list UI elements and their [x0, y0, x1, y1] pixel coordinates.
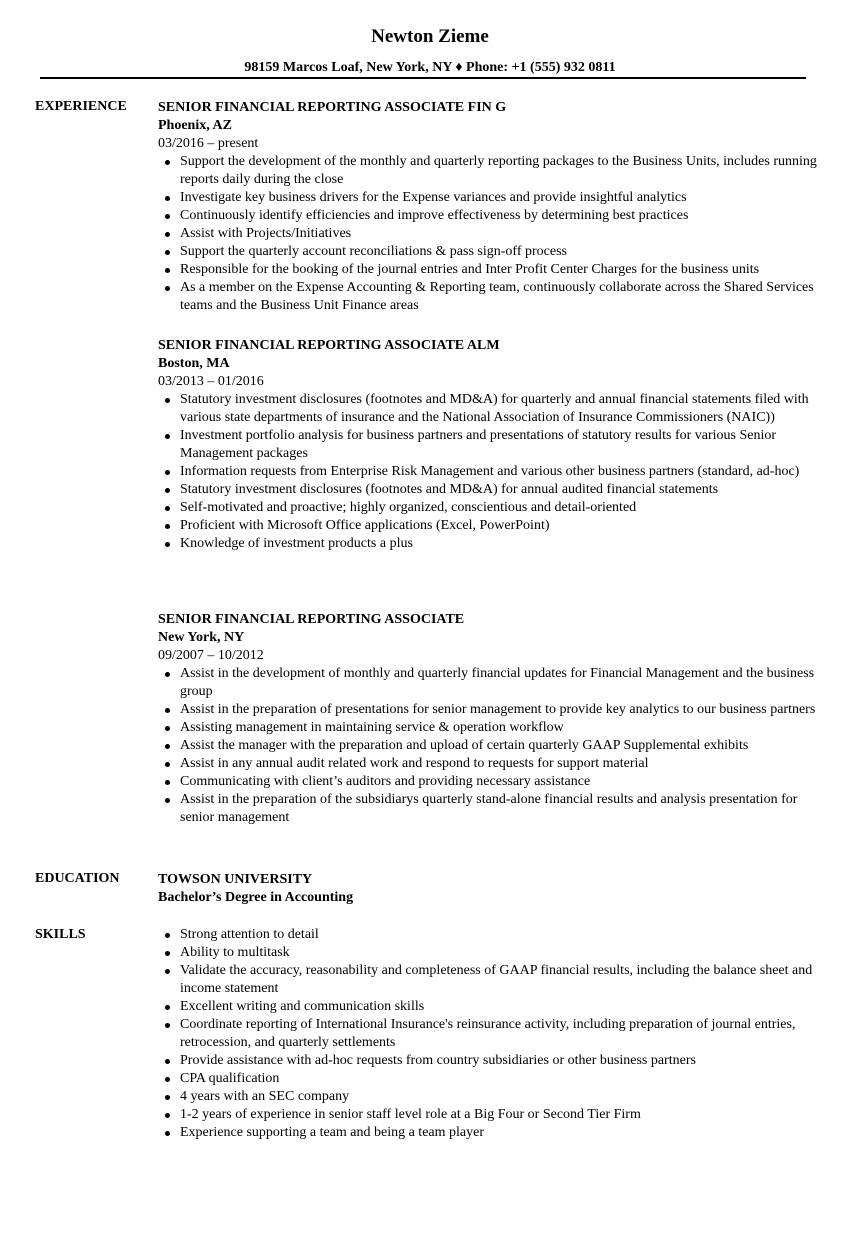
skill-text: Experience supporting a team and being a team player — [180, 1125, 484, 1140]
skill-item — [158, 926, 818, 944]
skill-text: Strong attention to detail — [180, 927, 319, 942]
duty-text: Assist in the preparation of presentations for senior management to provide key analytics to our business partners — [180, 702, 816, 717]
duty-text: Continuously identify efficiencies and improve effectiveness by determining best practices — [180, 208, 689, 223]
job-title: SENIOR FINANCIAL REPORTING ASSOCIATE FIN G — [158, 100, 507, 115]
skill-item — [158, 998, 818, 1016]
bullet-icon — [165, 1113, 170, 1118]
duty-item — [158, 225, 818, 243]
duty-text: Information requests from Enterprise Risk Management and various other business partners (standard, ad-hoc) — [180, 464, 800, 479]
bullet-icon — [165, 1077, 170, 1082]
duty-item — [158, 207, 818, 225]
skill-item — [158, 962, 818, 998]
duty-item — [158, 791, 818, 827]
job-entry — [158, 337, 818, 553]
bullet-icon — [165, 214, 170, 219]
bullet-icon — [165, 1059, 170, 1064]
duty-text: Responsible for the booking of the journal entries and Inter Profit Center Charges for the business units — [180, 262, 760, 277]
bullet-icon — [165, 286, 170, 291]
candidate-name: Newton Zieme — [371, 26, 489, 47]
bullet-icon — [165, 196, 170, 201]
bullet-icon — [165, 542, 170, 547]
degree: Bachelor’s Degree in Accounting — [158, 890, 354, 905]
bullet-icon — [165, 726, 170, 731]
job-dates: 03/2013 – 01/2016 — [158, 374, 264, 389]
skill-item — [158, 1016, 818, 1052]
duty-item — [158, 665, 818, 701]
duty-item — [158, 481, 818, 499]
job-entry — [158, 99, 818, 315]
bullet-icon — [165, 708, 170, 713]
duty-text: Investment portfolio analysis for business partners and presentations of statutory results for various Senior Management packages — [180, 428, 777, 461]
education-entry — [158, 871, 818, 907]
duty-text: Assist in the development of monthly and quarterly financial updates for Financial Management and the business group — [180, 666, 815, 699]
job-title: SENIOR FINANCIAL REPORTING ASSOCIATE ALM — [158, 338, 500, 353]
duty-text: Assisting management in maintaining service & operation workflow — [180, 720, 564, 735]
duty-text: Communicating with client’s auditors and providing necessary assistance — [180, 774, 591, 789]
bullet-icon — [165, 969, 170, 974]
bullet-icon — [165, 506, 170, 511]
duty-item — [158, 517, 818, 535]
skill-item — [158, 1070, 818, 1088]
school-name: TOWSON UNIVERSITY — [158, 872, 313, 887]
duty-text: Knowledge of investment products a plus — [180, 536, 413, 551]
skill-item — [158, 1088, 818, 1106]
duty-item — [158, 701, 818, 719]
bullet-icon — [165, 798, 170, 803]
skill-text: 1-2 years of experience in senior staff level role at a Big Four or Second Tier Firm — [180, 1107, 641, 1122]
duty-item — [158, 189, 818, 207]
duty-item — [158, 535, 818, 553]
bullet-icon — [165, 434, 170, 439]
job-dates: 03/2016 – present — [158, 136, 259, 151]
bullet-icon — [165, 1095, 170, 1100]
skill-text: Coordinate reporting of International Insurance's reinsurance activity, including preparation of journal entries, retrocession, and quarterly settlements — [180, 1017, 796, 1050]
skills-list — [158, 926, 818, 1142]
skill-text: CPA qualification — [180, 1071, 280, 1086]
duty-text: Assist in the preparation of the subsidiarys quarterly stand-alone financial results and analysis presentation for senior management — [180, 792, 798, 825]
job-entry — [158, 611, 818, 827]
duty-item — [158, 261, 818, 279]
duty-item — [158, 499, 818, 517]
bullet-icon — [165, 488, 170, 493]
duty-item — [158, 463, 818, 481]
bullet-icon — [165, 672, 170, 677]
bullet-icon — [165, 780, 170, 785]
duty-text: Assist in any annual audit related work and respond to requests for support material — [180, 756, 649, 771]
job-duties — [158, 153, 818, 315]
skills-entry — [158, 926, 818, 1142]
duty-text: As a member on the Expense Accounting & Reporting team, continuously collaborate across the Shared Services teams and the Business Unit Finance areas — [180, 280, 814, 313]
duty-text: Support the quarterly account reconciliations & pass sign-off process — [180, 244, 567, 259]
section-label-education: EDUCATION — [35, 871, 120, 886]
duty-item — [158, 755, 818, 773]
duty-item — [158, 773, 818, 791]
header-divider — [40, 77, 806, 79]
skill-text: 4 years with an SEC company — [180, 1089, 350, 1104]
skill-text: Ability to multitask — [180, 945, 290, 960]
duty-item — [158, 719, 818, 737]
section-label-skills: SKILLS — [35, 927, 86, 942]
duty-text: Proficient with Microsoft Office applications (Excel, PowerPoint) — [180, 518, 550, 533]
bullet-icon — [165, 1005, 170, 1010]
skill-text: Excellent writing and communication skills — [180, 999, 425, 1014]
duty-item — [158, 737, 818, 755]
duty-text: Assist the manager with the preparation and upload of certain quarterly GAAP Supplemental exhibits — [180, 738, 749, 753]
duty-text: Assist with Projects/Initiatives — [180, 226, 352, 241]
bullet-icon — [165, 160, 170, 165]
skill-item — [158, 1052, 818, 1070]
duty-item — [158, 153, 818, 189]
bullet-icon — [165, 398, 170, 403]
duty-item — [158, 243, 818, 261]
duty-text: Statutory investment disclosures (footnotes and MD&A) for quarterly and annual financial statements filed with various state departments of insurance and the National Association of Insurance Commissioners (NAIC)) — [180, 392, 809, 425]
bullet-icon — [165, 744, 170, 749]
duty-text: Statutory investment disclosures (footnotes and MD&A) for annual audited financial statements — [180, 482, 719, 497]
job-duties — [158, 391, 818, 553]
bullet-icon — [165, 232, 170, 237]
bullet-icon — [165, 933, 170, 938]
duty-text: Support the development of the monthly and quarterly reporting packages to the Business Units, includes running reports daily during the close — [180, 154, 817, 187]
duty-text: Investigate key business drivers for the Expense variances and provide insightful analytics — [180, 190, 687, 205]
contact-line: 98159 Marcos Loaf, New York, NY ♦ Phone: +1 (555) 932 0811 — [244, 60, 616, 75]
skill-item — [158, 1106, 818, 1124]
bullet-icon — [165, 524, 170, 529]
section-label-experience: EXPERIENCE — [35, 99, 127, 114]
duty-item — [158, 427, 818, 463]
bullet-icon — [165, 250, 170, 255]
job-duties — [158, 665, 818, 827]
job-location: New York, NY — [158, 630, 245, 645]
duty-text: Self-motivated and proactive; highly organized, conscientious and detail-oriented — [180, 500, 637, 515]
skill-text: Provide assistance with ad-hoc requests from country subsidiaries or other business partners — [180, 1053, 696, 1068]
skill-text: Validate the accuracy, reasonability and completeness of GAAP financial results, including the balance sheet and income statement — [180, 963, 813, 996]
duty-item — [158, 279, 818, 315]
duty-item — [158, 391, 818, 427]
job-location: Phoenix, AZ — [158, 118, 232, 133]
job-title: SENIOR FINANCIAL REPORTING ASSOCIATE — [158, 612, 465, 627]
bullet-icon — [165, 951, 170, 956]
job-dates: 09/2007 – 10/2012 — [158, 648, 264, 663]
bullet-icon — [165, 1023, 170, 1028]
bullet-icon — [165, 762, 170, 767]
bullet-icon — [165, 268, 170, 273]
bullet-icon — [165, 470, 170, 475]
job-location: Boston, MA — [158, 356, 230, 371]
skill-item — [158, 1124, 818, 1142]
skill-item — [158, 944, 818, 962]
bullet-icon — [165, 1131, 170, 1136]
